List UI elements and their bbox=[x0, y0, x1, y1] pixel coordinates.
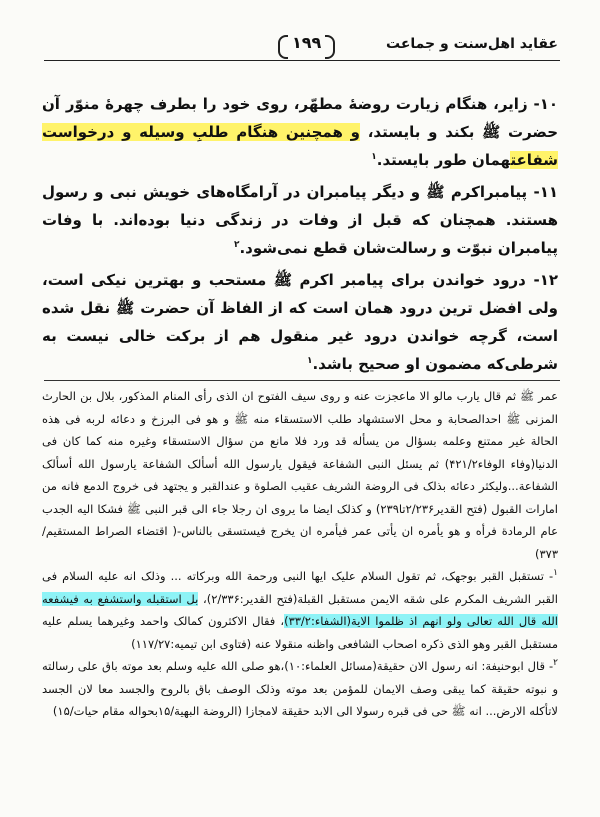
paragraph-12-text: ۱۲- درود خواندن برای پیامبر اکرم ﷺ مستحب و بهترین نیکی است، ولی افضل ترین درود همان است که از الفاظ آن حضرت ﷺ نقل شده است، گرچه خواندن درود غیر منقول هم از برکت خالی نیست به شرطی‌که مضمون او صحیح باشد. bbox=[42, 271, 558, 373]
page-number: ۱۹۹ bbox=[282, 33, 331, 52]
footnote-2-number: ۲ bbox=[553, 658, 558, 669]
footnote-continued-text: عمر ﷺ ثم قال یارب مالو الا ماعجزت عنه و روی سیف الفتوح ان الذی رأی المنام المذکور، بلال بن الحارث المزنی ﷺ احدالصحابة و محل الاستشهاد طلب الاستسقاء منه ﷺ و هو فی البرزخ و دعائه لربه فی هذه الحالة غیر ممتنع وعلمه بسؤال من یسأله قد ورد فلا مانع من سؤال الاستسقاء وغیره منه کما کان فی الدنیا(وفاء الوفاء۴۲۱/۲) ثم یسئل النبی الشفاعة فیقول یارسول الله أسألک الشفاعة یارسول الله أسألک الشفاعة...ولیکثر دعائه بذلک فی الروضة الشریف عقیب الصلوة و عندالقبر و یجتهد فی خروج الدمع فانه من امارات القبول (فتح القدیر۲/۲۳۶تا۲۳۹) و کذلک ایضا ما یروی ان رجلا جاء الی قبر النبی ﷺ فشکا الیه الجدب عام الرمادة فرأه و هو یأمره ان یأتی عمر فیأمره ان یخرج فیستسقی بالناس-( اقتضاء الصراط المستقیم/۳۷۳) bbox=[42, 389, 558, 561]
paragraph-10-text-a: ۱۰- زایر، هنگام زیارت روضهٔ مطهّر، روی خود را بطرف چهرهٔ منوّر آن حضرت ﷺ بکند و بایستد، bbox=[42, 95, 558, 141]
footnote-2 bbox=[42, 655, 558, 723]
footnote-divider bbox=[44, 380, 560, 381]
footnote-ref: ۲ bbox=[233, 240, 240, 250]
running-title: عقاید اهل‌سنت و جماعت bbox=[386, 36, 558, 52]
page-header bbox=[44, 30, 560, 61]
paragraph-11 bbox=[42, 178, 558, 262]
footnote-ref: ۱ bbox=[371, 152, 377, 162]
highlighted-phrase-yellow: و همچنین هنگام طلبِ وسیله و درخواست شفاعت bbox=[42, 123, 558, 169]
footnote-ref: ۱ bbox=[306, 356, 313, 366]
paragraph-12 bbox=[42, 266, 558, 378]
footnote-1 bbox=[42, 565, 558, 655]
footnote-1-number: ۱ bbox=[553, 568, 558, 579]
footnote-1-text-b: ، فقال الاکثرون کمالک واحمد وغیرهما یسلم علیه مستقبل القبر وهو الذی ذکره اصحاب الشافعی واظنه منقولا عنه (فتاوی ابن تیمیه:۱۱۷/۲۷) bbox=[42, 614, 558, 651]
footnote-1-text-a: - تستقبل القبر بوجهک، ثم تقول السلام علیک ایها النبی ورحمة الله وبرکاته ... وذلک انه علیه السلام فی القبر الشریف المکرم علی شقه الایمن مستقبل القبلة(فتح القدیر:۲/۳۳۶)، bbox=[42, 569, 558, 606]
highlighted-phrase-cyan: بل استقبله واستشفع به فیشفعه الله قال الله تعالی ولو انهم اذ ظلموا الایة(الشفاء:۳۳/۲) bbox=[42, 591, 558, 628]
paragraph-10-text-b: همان طور بایستد. bbox=[376, 151, 511, 169]
footnotes bbox=[42, 385, 558, 723]
footnote-2-text: - قال ابوحنیفة: انه رسول الان حقیقة(مسائل العلماء:۱۰)،هو صلی الله علیه وسلم بعد موته باق علی رسالته و نبوته حقیقة کما یبقی وصف الایمان للمؤمن بعد موته وذلک الوصف باق بالروح والجسد معا لان الجسد لاتأکله الارض... انه ﷺ حی فی قبره رسولا الی الابد حقیقة لامجازا (الروضة البهیة/۱۵بحواله مقام حیات/۱۵) bbox=[42, 659, 558, 718]
main-text bbox=[42, 90, 558, 382]
paragraph-11-text: ۱۱- پیامبراکرم ﷺ و دیگر پیامبران در آرامگاه‌های خویش نبی و رسول هستند. همچنان که قبل از وفات در زندگی دنیا بوده‌اند. با وفات پیامبران نبوّت و رسالت‌شان قطع نمی‌شود. bbox=[42, 183, 558, 257]
paragraph-10 bbox=[42, 90, 558, 174]
footnote-continued bbox=[42, 385, 558, 565]
